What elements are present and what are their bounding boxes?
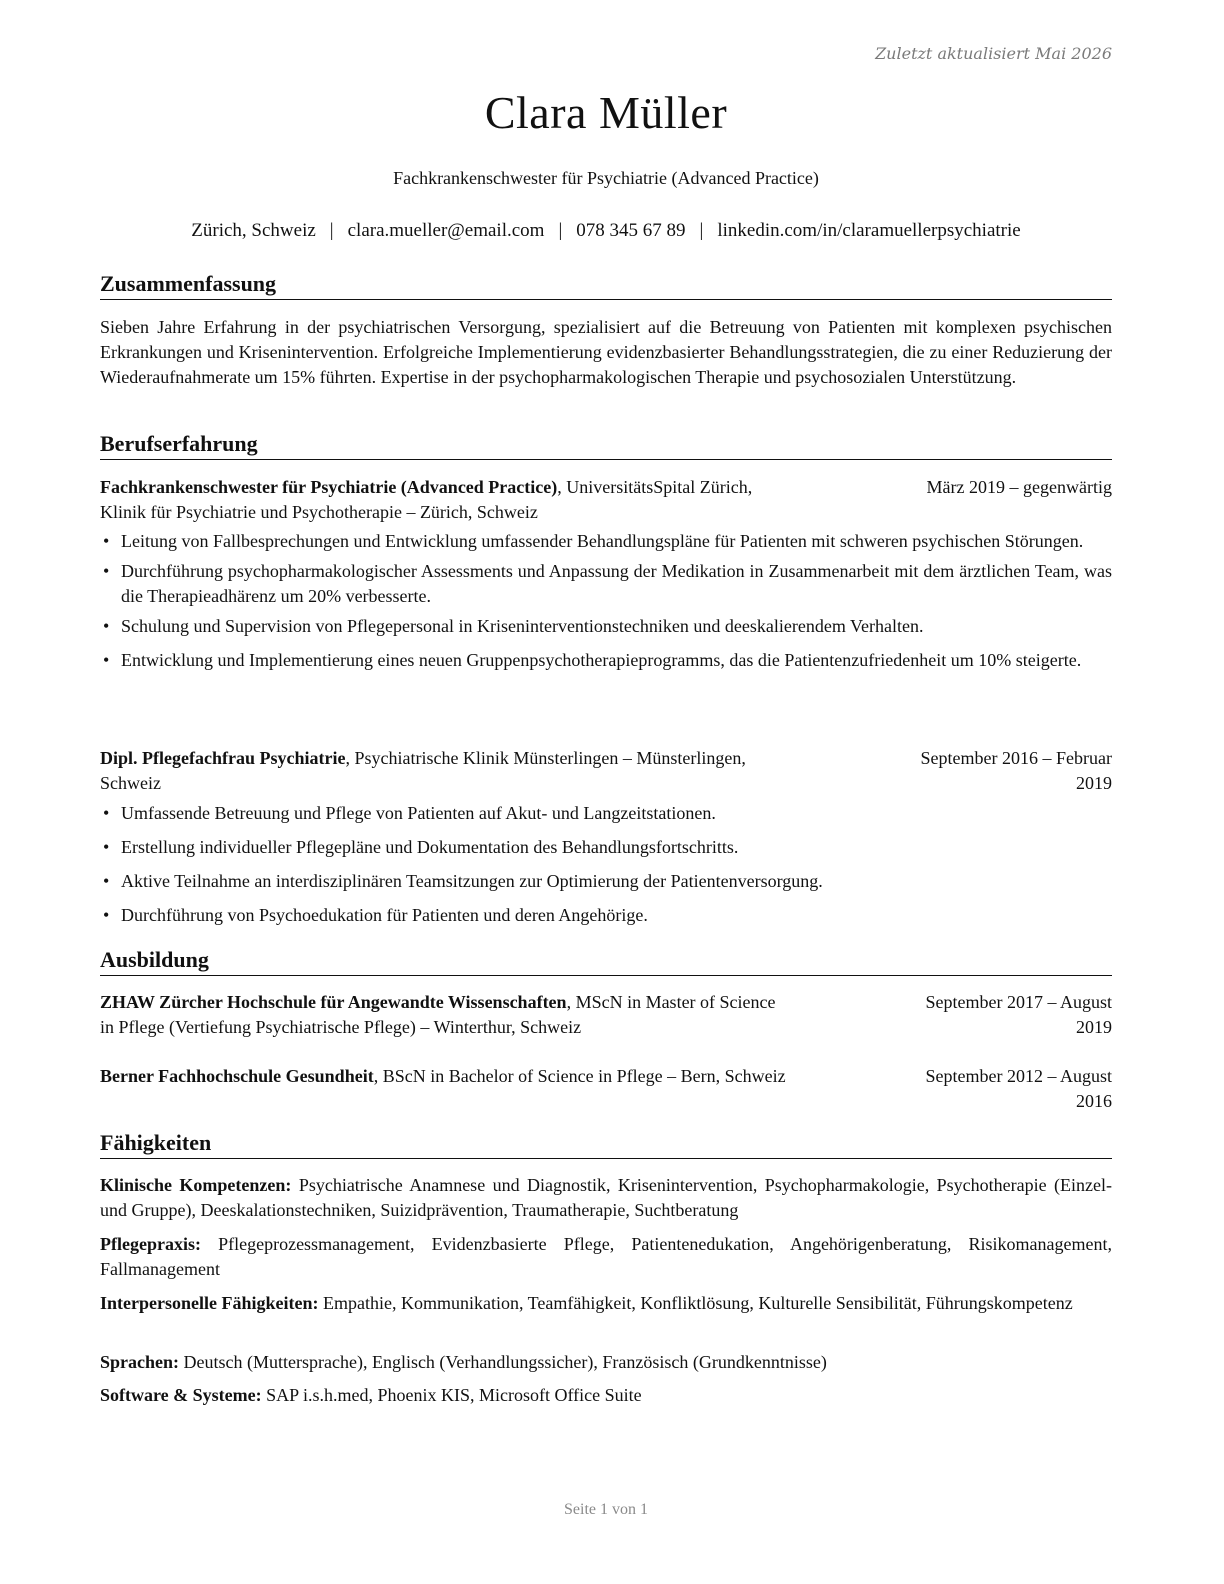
skill-row [100, 1173, 1112, 1223]
contact-location: Zürich, Schweiz [191, 220, 316, 241]
school-name: Berner Fachhochschule Gesundheit [100, 1066, 374, 1086]
skill-text: SAP i.s.h.med, Phoenix KIS, Microsoft Office Suite [261, 1385, 642, 1405]
bullet-item: • Durchführung von Psychoedukation für Patienten und deren Angehörige. [100, 903, 1112, 928]
job-employer: , UniversitätsSpital Zürich, [557, 477, 753, 497]
skill-text: Deutsch (Muttersprache), Englisch (Verhandlungssicher), Französisch (Grundkenntnisse) [179, 1352, 827, 1372]
skill-label: Interpersonelle Fähigkeiten: [100, 1293, 319, 1313]
candidate-name: Clara Müller [484, 87, 728, 138]
degree-detail: in Pflege (Vertiefung Psychiatrische Pflege) – Winterthur, Schweiz [100, 1017, 582, 1037]
separator: | [329, 220, 334, 241]
bullet-item: • Schulung und Supervision von Pflegepersonal in Kriseninterventionstechniken und deeskalierendem Verhalten. [100, 614, 1112, 639]
skill-label: Klinische Kompetenzen: [100, 1175, 292, 1195]
job-header [100, 746, 1112, 796]
contact-line [100, 220, 1112, 242]
resume-page [100, 0, 1112, 1584]
job-bullets [100, 529, 1112, 673]
job-bullets [100, 801, 1112, 928]
separator: | [558, 220, 563, 241]
bullet-item: • Umfassende Betreuung und Pflege von Patienten auf Akut- und Langzeitstationen. [100, 801, 1112, 826]
skill-row [100, 1350, 1112, 1375]
job-location: Schweiz [100, 773, 161, 793]
job-title: Fachkrankenschwester für Psychiatrie (Advanced Practice) [393, 168, 819, 188]
contact-linkedin[interactable]: linkedin.com/in/claramuellerpsychiatrie [717, 220, 1021, 241]
job-dates: September 2016 – Februar [920, 748, 1112, 768]
education-entry [100, 1064, 1112, 1114]
job-role: Dipl. Pflegefachfrau Psychiatrie [100, 748, 346, 768]
education-entry [100, 990, 1112, 1040]
separator: | [699, 220, 704, 241]
job-dates-end: 2019 [1076, 773, 1112, 793]
job-dates: März 2019 – gegenwärtig [926, 477, 1112, 497]
section-title-experience: Berufserfahrung [100, 430, 1112, 460]
bullet-item: • Aktive Teilnahme an interdisziplinären Teamsitzungen zur Optimierung der Patientenversorgung. [100, 869, 1112, 894]
skill-text: Empathie, Kommunikation, Teamfähigkeit, Konfliktlösung, Kulturelle Sensibilität, Führungskompetenz [318, 1293, 1073, 1313]
skill-row [100, 1383, 1112, 1408]
job-employer: , Psychiatrische Klinik Münsterlingen – Münsterlingen, [345, 748, 746, 768]
bullet-item: • Leitung von Fallbesprechungen und Entwicklung umfassender Behandlungspläne für Patienten mit schweren psychischen Störungen. [100, 529, 1112, 554]
bullet-item: • Entwicklung und Implementierung eines neuen Gruppenpsychotherapieprogramms, das die Patientenzufriedenheit um 10% steigerte. [100, 648, 1112, 673]
skill-label: Pflegepraxis: [100, 1234, 201, 1254]
education-dates: September 2017 – August [925, 992, 1112, 1012]
job-role: Fachkrankenschwester für Psychiatrie (Advanced Practice) [100, 477, 558, 497]
section-title-summary: Zusammenfassung [100, 270, 1112, 300]
page-number: Seite 1 von 1 [564, 1501, 648, 1518]
contact-phone: 078 345 67 89 [576, 220, 686, 241]
education-dates-end: 2019 [1076, 1017, 1112, 1037]
section-title-skills: Fähigkeiten [100, 1129, 1112, 1159]
skill-row [100, 1232, 1112, 1282]
section-title-education: Ausbildung [100, 946, 1112, 976]
skill-row [100, 1291, 1112, 1316]
degree: , BScN in Bachelor of Science in Pflege – Bern, Schweiz [373, 1066, 786, 1086]
degree: , MScN in Master of Science [566, 992, 776, 1012]
skill-label: Software & Systeme: [100, 1385, 262, 1405]
bullet-item: • Erstellung individueller Pflegepläne und Dokumentation des Behandlungsfortschritts. [100, 835, 1112, 860]
job-header [100, 475, 1112, 525]
school-name: ZHAW Zürcher Hochschule für Angewandte Wissenschaften [100, 992, 567, 1012]
skill-label: Sprachen: [100, 1352, 180, 1372]
skill-text: Pflegeprozessmanagement, Evidenzbasierte Pflege, Patientenedukation, Angehörigenberatung, Risikomanagement, Fallmanagement [100, 1234, 1112, 1279]
education-dates: September 2012 – August [925, 1066, 1112, 1086]
contact-email[interactable]: clara.mueller@email.com [347, 220, 545, 241]
education-dates-end: 2016 [1076, 1091, 1112, 1111]
last-updated: Zuletzt aktualisiert Mai 2026 [875, 44, 1112, 63]
skill-text: Psychiatrische Anamnese und Diagnostik, Krisenintervention, Psychopharmakologie, Psychotherapie (Einzel- und Gruppe), Deeskalationstechniken, Suizidprävention, Traumatherapie, Suchtberatung [100, 1175, 1113, 1220]
job-department: Klinik für Psychiatrie und Psychotherapie – Zürich, Schweiz [100, 502, 538, 522]
summary-text: Sieben Jahre Erfahrung in der psychiatrischen Versorgung, spezialisiert auf die Betreuung von Patienten mit komplexen psychischen Erkrankungen und Krisenintervention. Erfolgreiche Implementierung evidenzbasierter Behandlungsstrategien, die zu einer Reduzierung der Wiederaufnahmerate um 15% führten. Expertise in der psychopharmakologischen Therapie und psychosozialen Unterstützung. [100, 317, 1112, 387]
bullet-item: • Durchführung psychopharmakologischer Assessments und Anpassung der Medikation in Zusammenarbeit mit dem ärztlichen Team, was die Therapieadhärenz um 20% verbesserte. [100, 559, 1112, 609]
